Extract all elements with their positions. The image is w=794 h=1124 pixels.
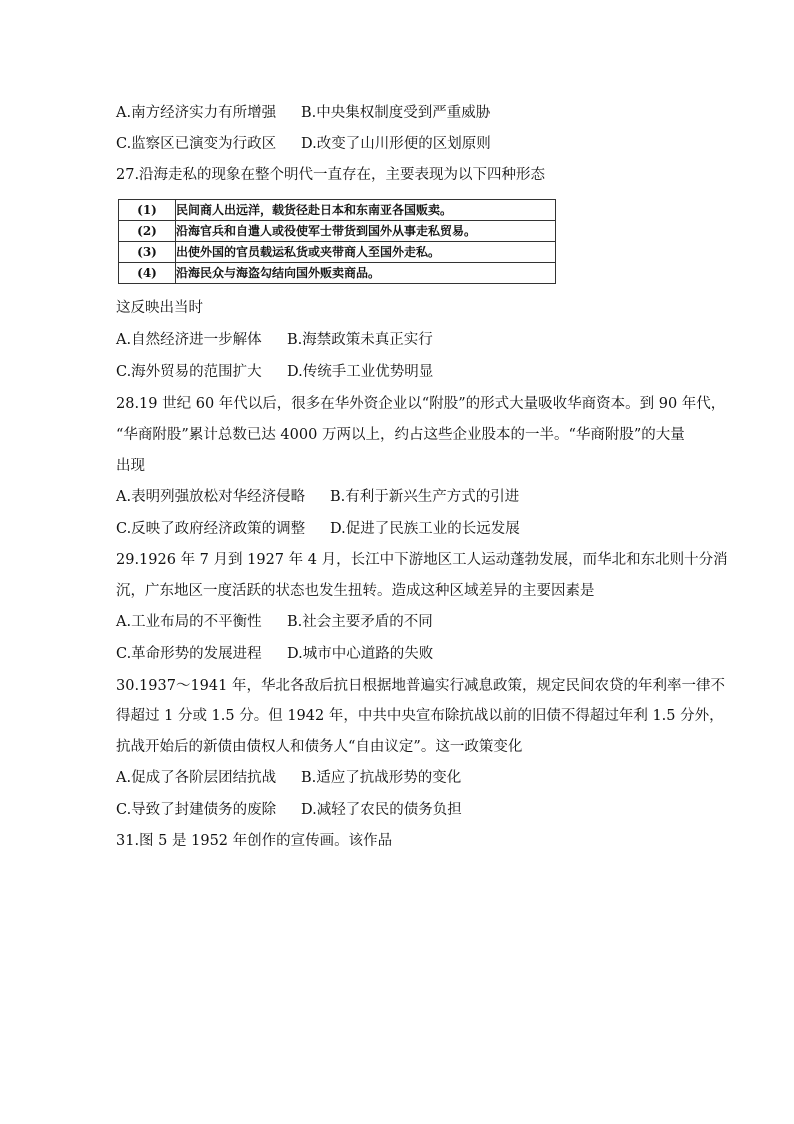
table-cell-text: 沿海民众与海盗勾结向国外贩卖商品。: [176, 263, 556, 284]
q26-option-a: A.南方经济实力有所增强: [116, 105, 277, 121]
q29-option-c: C.革命形势的发展进程: [116, 646, 262, 662]
table-row: [119, 242, 556, 263]
q28-stem-line-2: “华商附股”累计总数已达 4000 万两以上，约占这些企业股本的一半。“华商附股”的大量: [116, 427, 685, 443]
q30-stem-line-2: 得超过 1 分或 1.5 分。但 1942 年，中共中央宣布除抗战以前的旧债不得超过年利 1.5 分外，: [116, 708, 724, 724]
q28-option-b: B.有利于新兴生产方式的引进: [330, 489, 520, 505]
q28-option-c: C.反映了政府经济政策的调整: [116, 521, 306, 537]
q29-stem-line-1: 29.1926 年 7 月到 1927 年 4 月，长江中下游地区工人运动蓬勃发展，而华北和东北则十分消: [116, 552, 728, 568]
q30-stem-line-1: 30.1937～1941 年，华北各敌后抗日根据地普遍实行减息政策，规定民间农贷的年利率一律不: [116, 678, 725, 694]
q30-option-a: A.促成了各阶层团结抗战: [116, 770, 277, 786]
q30-stem-line-3: 抗战开始后的新债由债权人和债务人“自由议定”。这一政策变化: [116, 739, 523, 755]
q29-option-d: D.城市中心道路的失败: [287, 646, 434, 662]
q27-stem: 27.沿海走私的现象在整个明代一直存在，主要表现为以下四种形态: [116, 167, 546, 183]
q27-table: [118, 199, 556, 284]
q29-option-a: A.工业布局的不平衡性: [116, 614, 262, 630]
q26-option-d: D.改变了山川形便的区划原则: [301, 136, 491, 152]
q27-option-a: A.自然经济进一步解体: [116, 332, 262, 348]
table-cell-text: 出使外国的官员载运私货或夹带商人至国外走私。: [176, 242, 556, 263]
table-cell-num: (3): [119, 242, 176, 263]
table-cell-text: 民间商人出远洋，载货径赴日本和东南亚各国贩卖。: [176, 200, 556, 221]
table-cell-text: 沿海官兵和自遣人或役使军士带货到国外从事走私贸易。: [176, 221, 556, 242]
q30-option-b: B.适应了抗战形势的变化: [301, 770, 462, 786]
table-cell-num: (2): [119, 221, 176, 242]
q26-option-b: B.中央集权制度受到严重威胁: [301, 105, 491, 121]
q27-option-d: D.传统手工业优势明显: [287, 364, 434, 380]
q28-stem-line-1: 28.19 世纪 60 年代以后，很多在华外资企业以“附股”的形式大量吸收华商资本。到 90 年代，: [116, 396, 726, 412]
table-row: [119, 263, 556, 284]
q27-option-c: C.海外贸易的范围扩大: [116, 364, 262, 380]
q30-option-d: D.减轻了农民的债务负担: [301, 802, 462, 818]
q29-option-b: B.社会主要矛盾的不同: [287, 614, 433, 630]
q28-option-a: A.表明列强放松对华经济侵略: [116, 489, 306, 505]
q26-option-c: C.监察区已演变为行政区: [116, 136, 277, 152]
q28-option-d: D.促进了民族工业的长远发展: [330, 521, 520, 537]
q28-stem-line-3: 出现: [116, 458, 145, 474]
table-cell-num: (4): [119, 263, 176, 284]
q27-stem-continued: 这反映出当时: [116, 300, 203, 316]
table-row: [119, 221, 556, 242]
table-row: [119, 200, 556, 221]
q30-option-c: C.导致了封建债务的废除: [116, 802, 277, 818]
q29-stem-line-2: 沉，广东地区一度活跃的状态也发生扭转。造成这种区域差异的主要因素是: [116, 583, 595, 599]
q27-option-b: B.海禁政策未真正实行: [287, 332, 433, 348]
q31-stem: 31.图 5 是 1952 年创作的宣传画。该作品: [116, 833, 393, 849]
table-cell-num: (1): [119, 200, 176, 221]
